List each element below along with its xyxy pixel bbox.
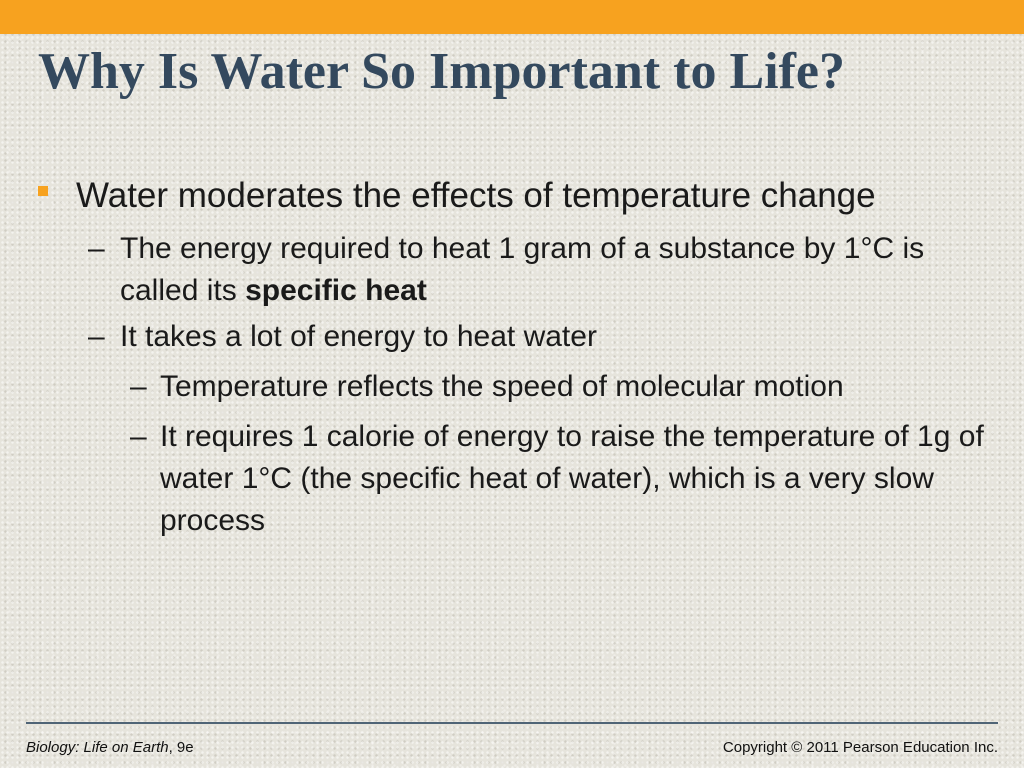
footer-rule (26, 722, 998, 724)
edition-text: , 9e (168, 739, 194, 756)
subsub-bullet-temperature: Temperature reflects the speed of molecular motion (160, 370, 844, 403)
sub-bullet-specific-heat (120, 228, 1000, 312)
bullet-water-moderates: Water moderates the effects of temperature change (76, 176, 876, 215)
top-accent-bar (0, 0, 1024, 34)
footer-copyright: Copyright © 2011 Pearson Education Inc. (722, 739, 998, 756)
subsub-bullet-calorie: It requires 1 calorie of energy to raise the temperature of 1g of water 1°C (the specific heat of water), which is a very slow process (160, 420, 984, 537)
footer-book-title (26, 739, 194, 756)
sub-bullet-energy-to-heat: It takes a lot of energy to heat water (120, 320, 597, 353)
dash-marker: – (130, 370, 147, 403)
dash-marker: – (88, 320, 105, 353)
sub-bullet-text: The energy required to heat 1 gram of a substance by 1°C is called its (120, 232, 925, 307)
slide-title: Why Is Water So Important to Life? (38, 43, 845, 100)
dash-marker: – (88, 232, 105, 265)
square-bullet-icon (38, 186, 48, 196)
specific-heat-term: specific heat (245, 274, 427, 307)
book-title-text: Biology: Life on Earth (26, 739, 169, 756)
dash-marker: – (130, 420, 147, 453)
